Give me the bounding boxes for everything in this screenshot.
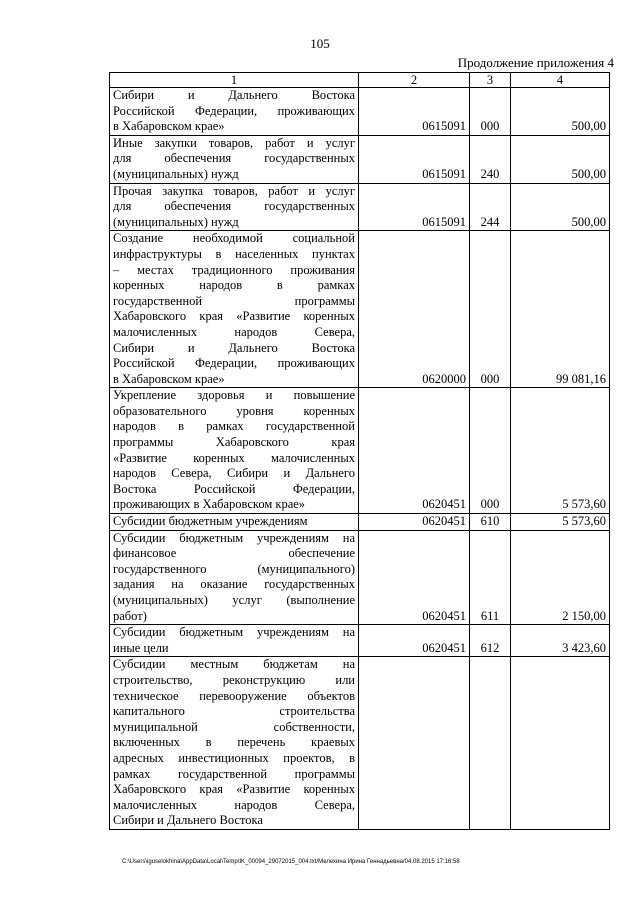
description-line: (муниципальных) нужд [113, 166, 239, 181]
description-line: малочисленных народов Севера, [113, 797, 355, 812]
row-code: 0620451 [359, 530, 470, 625]
description-line: работ) [113, 608, 147, 623]
row-description [110, 231, 359, 388]
description-line: Востока Российской Федерации, [113, 481, 355, 496]
description-line: образовательного уровня коренных [113, 403, 355, 418]
description-line: коренных народов в рамках [113, 278, 355, 293]
row-amount: 99 081,16 [511, 231, 610, 388]
row-amount: 5 573,60 [511, 514, 610, 531]
description-line: техническое перевооружение объектов [113, 688, 355, 703]
table-row [110, 530, 610, 625]
description-line: Субсидии бюджетным учреждениям на [113, 625, 355, 640]
row-amount: 500,00 [511, 88, 610, 136]
description-line: народов Севера, Сибири и Дальнего [113, 466, 355, 481]
description-line: для обеспечения государственных [113, 151, 355, 166]
row-code: 0620451 [359, 388, 470, 514]
row-amount [511, 657, 610, 830]
description-line: рамках государственной программы [113, 766, 355, 781]
description-line: (муниципальных) услуг (выполнение [113, 593, 355, 607]
description-line: государственной программы [113, 293, 355, 308]
description-line: программы Хабаровского края [113, 435, 355, 450]
row-description [110, 135, 359, 183]
description-line: Хабаровского края «Развитие коренных [113, 782, 355, 797]
table-row [110, 88, 610, 136]
row-expense-type: 000 [470, 231, 511, 388]
continuation-label: Продолжение приложения 4 [457, 55, 614, 70]
description-line: (муниципальных) нужд [113, 214, 239, 229]
table-header-row [110, 73, 610, 88]
description-line: капитального строительства [113, 704, 355, 719]
row-code: 0620000 [359, 231, 470, 388]
row-description [110, 625, 359, 657]
description-line: Создание необходимой социальной [113, 231, 355, 246]
description-line: инфраструктуры в населенных пунктах [113, 246, 355, 261]
column-header: 4 [511, 73, 610, 88]
row-amount: 3 423,60 [511, 625, 610, 657]
page-number: 105 [310, 36, 330, 51]
description-line: государственного (муниципального) [113, 561, 355, 576]
table-row [110, 514, 610, 531]
description-line: – местах традиционного проживания [113, 262, 355, 277]
row-code: 0615091 [359, 88, 470, 136]
table-row [110, 135, 610, 183]
description-line: муниципальной собственности, [113, 719, 355, 734]
description-line: народов в рамках государственной [113, 419, 355, 434]
row-expense-type: 000 [470, 88, 511, 136]
description-line: проживающих в Хабаровском крае» [113, 497, 306, 512]
row-expense-type: 000 [470, 388, 511, 514]
description-line: Субсидии бюджетным учреждениям [113, 514, 308, 529]
description-line: «Развитие коренных малочисленных [113, 450, 355, 465]
row-expense-type: 610 [470, 514, 511, 531]
description-line: для обеспечения государственных [113, 199, 355, 214]
row-code: 0620451 [359, 625, 470, 657]
description-line: включенных в перечень краевых [113, 735, 355, 750]
description-line: Сибири и Дальнего Востока [113, 813, 263, 828]
description-line: Субсидии бюджетным учреждениям на [113, 530, 355, 545]
row-expense-type: 611 [470, 530, 511, 625]
row-description [110, 514, 359, 531]
row-amount: 5 573,60 [511, 388, 610, 514]
row-description [110, 530, 359, 625]
budget-table [109, 72, 610, 830]
table-row [110, 657, 610, 830]
description-line: Субсидии местным бюджетам на [113, 657, 355, 672]
column-header: 1 [110, 73, 359, 88]
description-line: в Хабаровском крае» [113, 119, 225, 134]
description-line: Прочая закупка товаров, работ и услуг [113, 183, 355, 198]
row-expense-type: 612 [470, 625, 511, 657]
description-line: Сибири и Дальнего Востока [113, 88, 355, 102]
column-header: 3 [470, 73, 511, 88]
row-code: 0615091 [359, 183, 470, 231]
row-amount: 2 150,00 [511, 530, 610, 625]
table-row [110, 388, 610, 514]
table-row [110, 625, 610, 657]
description-line: малочисленных народов Севера, [113, 324, 355, 339]
description-line: Сибири и Дальнего Востока [113, 340, 355, 355]
row-description [110, 183, 359, 231]
row-expense-type: 244 [470, 183, 511, 231]
row-code [359, 657, 470, 830]
description-line: Российской Федерации, проживающих [113, 356, 355, 371]
row-expense-type [470, 657, 511, 830]
description-line: Хабаровского края «Развитие коренных [113, 309, 355, 324]
row-expense-type: 240 [470, 135, 511, 183]
row-amount: 500,00 [511, 135, 610, 183]
row-description [110, 657, 359, 830]
row-amount: 500,00 [511, 183, 610, 231]
table-row [110, 183, 610, 231]
description-line: Укрепление здоровья и повышение [113, 388, 355, 403]
description-line: иные цели [113, 640, 169, 655]
table-row [110, 231, 610, 388]
footer-path: C:\Users\iguselokhina\AppData\Local\Temp\IK_00094_29072015_004.txt/Мелехина Ирина Геннадьевна/04.08.2015 17:16:58 [122, 859, 460, 865]
description-line: адресных инвестиционных проектов, в [113, 750, 355, 765]
description-line: финансовое обеспечение [113, 546, 355, 561]
description-line: в Хабаровском крае» [113, 371, 225, 386]
description-line: строительство, реконструкцию или [113, 672, 355, 687]
column-header: 2 [359, 73, 470, 88]
row-description [110, 88, 359, 136]
row-description [110, 388, 359, 514]
description-line: Российской Федерации, проживающих [113, 103, 355, 118]
description-line: задания на оказание государственных [113, 577, 355, 592]
row-code: 0615091 [359, 135, 470, 183]
row-code: 0620451 [359, 514, 470, 531]
description-line: Иные закупки товаров, работ и услуг [113, 135, 355, 150]
